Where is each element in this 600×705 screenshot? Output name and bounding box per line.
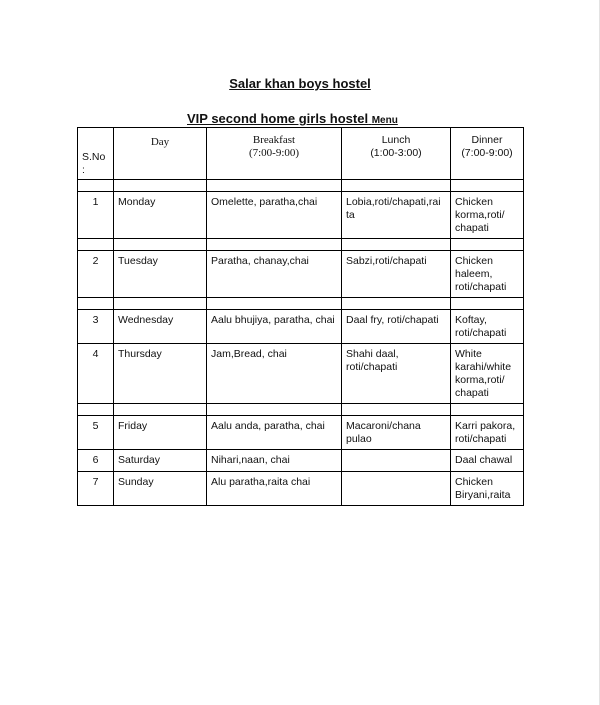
cell-breakfast: Nihari,naan, chai <box>207 450 342 472</box>
cell-day: Sunday <box>114 472 207 506</box>
cell-sno: 7 <box>78 472 114 506</box>
header-breakfast <box>207 128 342 180</box>
cell-lunch: Sabzi,roti/chapati <box>342 251 451 298</box>
cell-lunch: Macaroni/chana pulao <box>342 416 451 450</box>
cell-sno: 5 <box>78 416 114 450</box>
cell-breakfast: Aalu bhujiya, paratha, chai <box>207 310 342 344</box>
spacer-row <box>78 180 524 192</box>
cell-day: Friday <box>114 416 207 450</box>
header-breakfast-label: Breakfast (7:00-9:00) <box>248 134 300 159</box>
table-row <box>78 472 524 506</box>
cell-lunch: Lobia,roti/chapati,rai ta <box>342 192 451 239</box>
table-row <box>78 416 524 450</box>
weekly-menu-table <box>77 127 524 506</box>
cell-breakfast: Paratha, chanay,chai <box>207 251 342 298</box>
cell-dinner: Karri pakora, roti/chapati <box>451 416 524 450</box>
table-row <box>78 192 524 239</box>
cell-dinner: Chicken haleem, roti/chapati <box>451 251 524 298</box>
header-day <box>114 128 207 180</box>
cell-day: Tuesday <box>114 251 207 298</box>
cell-breakfast: Alu paratha,raita chai <box>207 472 342 506</box>
spacer-row <box>78 239 524 251</box>
table-row <box>78 450 524 472</box>
cell-sno: 3 <box>78 310 114 344</box>
header-day-label: Day <box>150 136 170 148</box>
cell-day: Thursday <box>114 344 207 404</box>
cell-lunch <box>342 450 451 472</box>
cell-breakfast: Jam,Bread, chai <box>207 344 342 404</box>
header-sno-label: S.No : <box>82 151 106 176</box>
header-lunch <box>342 128 451 180</box>
cell-lunch: Daal fry, roti/chapati <box>342 310 451 344</box>
header-sno <box>78 128 114 180</box>
menu-label: Menu <box>371 115 398 126</box>
cell-lunch <box>342 472 451 506</box>
spacer-row <box>78 298 524 310</box>
table-row <box>78 251 524 298</box>
hostel-title: Salar khan boys hostel <box>229 76 371 91</box>
cell-lunch: Shahi daal, roti/chapati <box>342 344 451 404</box>
cell-day: Monday <box>114 192 207 239</box>
cell-breakfast: Omelette, paratha,chai <box>207 192 342 239</box>
cell-breakfast: Aalu anda, paratha, chai <box>207 416 342 450</box>
spacer-row <box>78 404 524 416</box>
cell-sno: 6 <box>78 450 114 472</box>
cell-dinner: Chicken Biryani,raita <box>451 472 524 506</box>
header-dinner-label: Dinner (7:00-9:00) <box>461 134 513 159</box>
cell-dinner: Daal chawal <box>451 450 524 472</box>
cell-sno: 1 <box>78 192 114 239</box>
header-dinner <box>451 128 524 180</box>
table-header-row <box>78 128 524 180</box>
cell-sno: 4 <box>78 344 114 404</box>
cell-day: Wednesday <box>114 310 207 344</box>
cell-dinner: White karahi/white korma,roti/ chapati <box>451 344 524 404</box>
header-lunch-label: Lunch (1:00-3:00) <box>370 134 422 159</box>
cell-dinner: Koftay, roti/chapati <box>451 310 524 344</box>
cell-dinner: Chicken korma,roti/ chapati <box>451 192 524 239</box>
cell-sno: 2 <box>78 251 114 298</box>
menu-subtitle-text: VIP second home girls hostel <box>187 111 369 126</box>
cell-day: Saturday <box>114 450 207 472</box>
table-row <box>78 344 524 404</box>
table-row <box>78 310 524 344</box>
menu-subtitle <box>187 111 398 126</box>
